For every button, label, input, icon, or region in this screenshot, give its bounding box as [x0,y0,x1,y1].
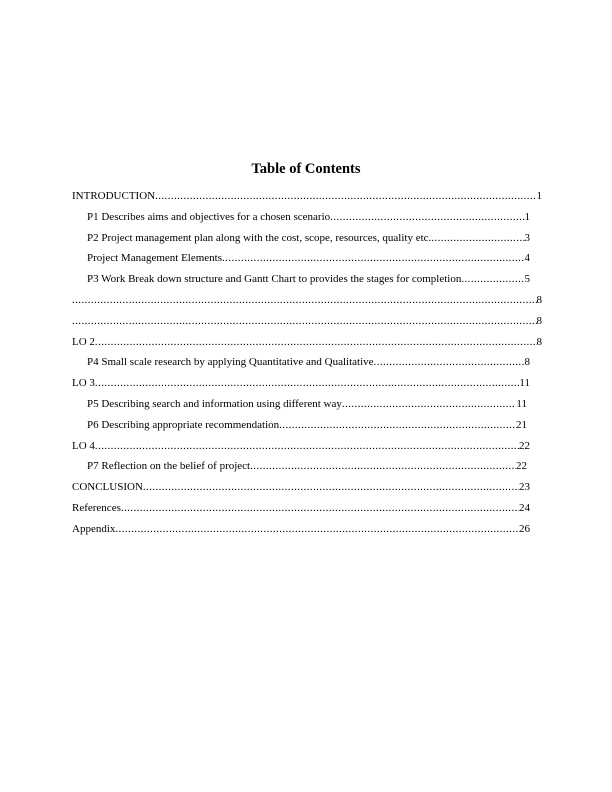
toc-entry[interactable] [72,272,542,293]
toc-dot-leader [143,480,519,494]
toc-dot-leader [461,272,524,286]
toc-entry-text: INTRODUCTION [72,190,156,202]
toc-dot-leader [95,376,519,390]
toc-entry-page: 8 [536,335,542,348]
toc-dot-leader [72,314,537,328]
toc-entry[interactable] [72,459,542,480]
toc-entry-page: 23 [519,481,530,494]
toc-entry[interactable] [72,501,542,522]
toc-entry-text: P6 Describing appropriate recommendation [87,418,280,431]
toc-entry-page: 11 [519,377,530,390]
toc-entry-text: References [72,501,121,514]
toc-entry-page: 21 [516,418,527,431]
toc-entry-page: 4 [524,252,530,265]
toc-entry-page: 22 [516,460,527,473]
toc-dot-leader [155,189,536,203]
toc-dot-leader [121,501,519,515]
toc-entry[interactable] [72,522,542,543]
toc-entry-page: 24 [519,501,530,514]
toc-entry-text: Appendix [72,522,116,535]
toc-entry[interactable] [72,189,542,210]
toc-dot-leader [95,439,519,453]
toc-entry[interactable] [72,210,542,231]
toc-entry[interactable] [72,231,542,252]
toc-dot-leader [115,522,519,536]
toc-entry-page: 1 [536,190,542,202]
toc-dot-leader [342,397,517,411]
toc-entry[interactable] [72,355,542,376]
toc-entry-page: 26 [519,522,530,535]
toc-dot-leader [72,293,537,307]
toc-entry[interactable] [72,251,542,272]
toc-entry-text: LO 3 [72,377,95,390]
toc-entry-page: 22 [519,439,530,452]
toc-entry[interactable] [72,335,542,356]
toc-entry[interactable] [72,293,542,314]
toc-entry[interactable] [72,397,542,418]
toc-entry-text: P7 Reflection on the belief of project [87,460,251,473]
toc-dot-leader [374,355,525,369]
toc-entry-text: P2 Project management plan along with the cost, scope, resources, quality etc. [87,231,432,244]
toc-entry-text: P4 Small scale research by applying Quantitative and Qualitative [87,356,374,369]
toc-entry-page: 5 [524,273,530,286]
toc-dot-leader [222,251,524,265]
toc-dot-leader [95,335,537,349]
toc-entry-text: LO 4 [72,439,95,452]
toc-dot-leader [330,210,524,224]
toc-entry[interactable] [72,418,542,439]
toc-entry[interactable] [72,439,542,460]
toc-entry-text: CONCLUSION [72,481,143,494]
toc-title: Table of Contents [251,161,361,177]
toc-entry-page: 8 [536,314,542,327]
toc-entry-page: 8 [536,293,542,306]
toc-entry-text: Project Management Elements [87,252,223,265]
toc-list [72,189,542,543]
toc-entry-text: P3 Work Break down structure and Gantt Chart to provides the stages for completion [87,273,462,286]
toc-dot-leader [431,231,524,245]
toc-entry-page: 11 [516,397,527,410]
toc-entry-text: P5 Describing search and information using different way [87,397,342,410]
toc-entry-text: P1 Describes aims and objectives for a chosen scenario [87,210,331,223]
toc-entry-page: 1 [524,210,530,223]
toc-dot-leader [250,459,516,473]
toc-entry[interactable] [72,314,542,335]
toc-dot-leader [279,418,516,432]
toc-entry-page: 8 [524,356,530,369]
toc-entry-text: LO 2 [72,335,95,348]
toc-entry-page: 3 [524,231,530,244]
toc-entry[interactable] [72,480,542,501]
toc-entry[interactable] [72,376,542,397]
